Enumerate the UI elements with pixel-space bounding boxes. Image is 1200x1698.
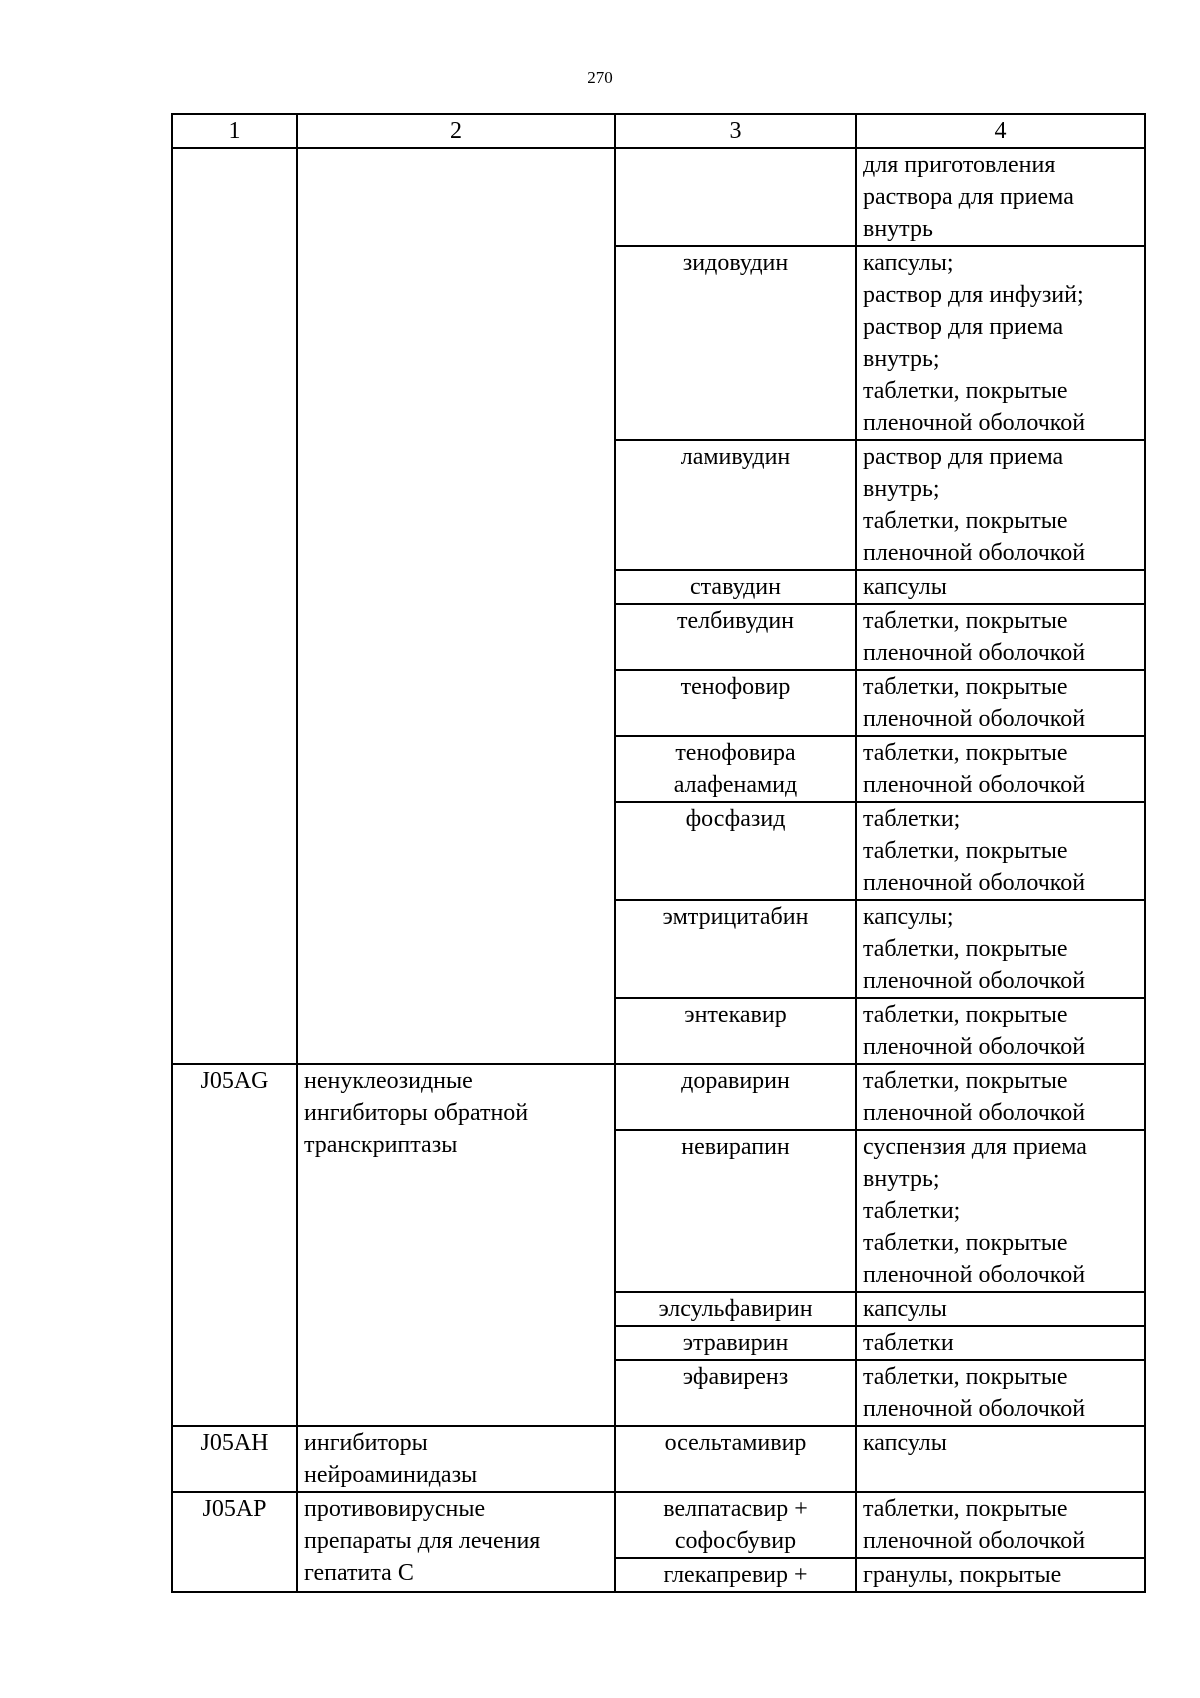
text-line: эмтрицитабин <box>662 904 809 930</box>
atc-code-cell <box>172 148 297 1064</box>
drug-name-cell <box>615 148 856 246</box>
drug-name-cell <box>615 900 856 998</box>
text-line: элсульфавирин <box>658 1296 813 1322</box>
text-line: таблетки, покрытые <box>863 1002 1068 1028</box>
text-line: ставудин <box>690 574 781 600</box>
table-row <box>172 1426 1145 1492</box>
text-line: пленочной оболочкой <box>863 1262 1086 1288</box>
text-line: таблетки, покрытые <box>863 1230 1068 1256</box>
text-line: телбивудин <box>676 608 795 634</box>
dosage-form-cell <box>856 1492 1145 1558</box>
text-line: таблетки, покрытые <box>863 378 1068 404</box>
column-header-4: 4 <box>856 114 1145 148</box>
drug-name-cell <box>615 1558 856 1592</box>
dosage-form-cell <box>856 1426 1145 1492</box>
text-line: транскриптазы <box>304 1132 458 1158</box>
text-line: капсулы <box>863 1296 947 1322</box>
dosage-form-cell <box>856 246 1145 440</box>
drug-name-cell <box>615 1492 856 1558</box>
text-line: ингибиторы обратной <box>304 1100 529 1126</box>
text-line: раствор для инфузий; <box>863 282 1084 308</box>
dosage-form-cell <box>856 570 1145 604</box>
dosage-form-cell <box>856 1064 1145 1130</box>
atc-code-cell: J05AP <box>172 1492 297 1592</box>
text-line: внутрь; <box>863 476 940 502</box>
drug-name-cell <box>615 802 856 900</box>
text-line: ненуклеозидные <box>304 1068 473 1094</box>
dosage-form-cell <box>856 1292 1145 1326</box>
text-line: противовирусные <box>304 1496 486 1522</box>
text-line: ингибиторы <box>304 1430 428 1456</box>
text-line: внутрь <box>863 216 933 242</box>
text-line: внутрь; <box>863 1166 940 1192</box>
column-header-1: 1 <box>172 114 297 148</box>
text-line: пленочной оболочкой <box>863 1396 1086 1422</box>
dosage-form-cell <box>856 670 1145 736</box>
text-line: этравирин <box>682 1330 789 1356</box>
drug-name-cell <box>615 1426 856 1492</box>
text-line: осельтамивир <box>664 1430 807 1456</box>
text-line: капсулы; <box>863 904 954 930</box>
drug-name-cell <box>615 1292 856 1326</box>
text-line: капсулы <box>863 1430 947 1456</box>
text-line: невирапин <box>681 1134 790 1160</box>
text-line: капсулы; <box>863 250 954 276</box>
text-line: таблетки; <box>863 1198 961 1224</box>
table-row <box>172 1492 1145 1558</box>
text-line: раствора для приема <box>863 184 1074 210</box>
text-line: пленочной оболочкой <box>863 706 1086 732</box>
text-line: гепатита С <box>304 1560 414 1586</box>
text-line: глекапревир + <box>663 1562 808 1588</box>
text-line: велпатасвир + <box>663 1496 808 1522</box>
text-line: пленочной оболочкой <box>863 1528 1086 1554</box>
drug-name-cell <box>615 246 856 440</box>
text-line: тенофовира <box>675 740 796 766</box>
drug-name-cell <box>615 736 856 802</box>
atc-code-cell: J05AH <box>172 1426 297 1492</box>
group-name-cell <box>297 1064 615 1426</box>
text-line: капсулы <box>863 574 947 600</box>
text-line: ламивудин <box>680 444 791 470</box>
group-name-cell <box>297 148 615 1064</box>
text-line: таблетки, покрытые <box>863 608 1068 634</box>
text-line: таблетки, покрытые <box>863 740 1068 766</box>
text-line: гранулы, покрытые <box>863 1562 1062 1588</box>
table-header-row <box>172 114 1145 148</box>
dosage-form-cell <box>856 1326 1145 1360</box>
text-line: раствор для приема <box>863 444 1064 470</box>
text-line: тенофовир <box>680 674 791 700</box>
text-line: таблетки, покрытые <box>863 508 1068 534</box>
group-name-cell <box>297 1492 615 1592</box>
atc-code-cell: J05AG <box>172 1064 297 1426</box>
text-line: софосбувир <box>674 1528 797 1554</box>
drug-table <box>171 113 1146 1593</box>
dosage-form-cell <box>856 1130 1145 1292</box>
text-line: раствор для приема <box>863 314 1064 340</box>
text-line: нейроаминидазы <box>304 1462 478 1488</box>
text-line: энтекавир <box>684 1002 787 1028</box>
dosage-form-cell <box>856 148 1145 246</box>
drug-name-cell <box>615 440 856 570</box>
drug-name-cell <box>615 1130 856 1292</box>
text-line: препараты для лечения <box>304 1528 541 1554</box>
column-header-2: 2 <box>297 114 615 148</box>
drug-name-cell <box>615 1360 856 1426</box>
dosage-form-cell <box>856 1360 1145 1426</box>
table-body <box>172 148 1145 1592</box>
group-name-cell <box>297 1426 615 1492</box>
text-line: пленочной оболочкой <box>863 870 1086 896</box>
text-line: фосфазид <box>685 806 786 832</box>
dosage-form-cell <box>856 604 1145 670</box>
text-line: таблетки; <box>863 806 961 832</box>
column-header-3: 3 <box>615 114 856 148</box>
text-line: доравирин <box>681 1068 790 1094</box>
text-line: пленочной оболочкой <box>863 410 1086 436</box>
text-line: пленочной оболочкой <box>863 1100 1086 1126</box>
text-line: алафенамид <box>673 772 798 798</box>
text-line: пленочной оболочкой <box>863 640 1086 666</box>
drug-name-cell <box>615 604 856 670</box>
dosage-form-cell <box>856 998 1145 1064</box>
text-line: таблетки, покрытые <box>863 1364 1068 1390</box>
drug-name-cell <box>615 998 856 1064</box>
text-line: таблетки, покрытые <box>863 838 1068 864</box>
dosage-form-cell <box>856 440 1145 570</box>
drug-name-cell <box>615 570 856 604</box>
dosage-form-cell <box>856 736 1145 802</box>
text-line: внутрь; <box>863 346 940 372</box>
text-line: пленочной оболочкой <box>863 540 1086 566</box>
text-line: пленочной оболочкой <box>863 772 1086 798</box>
dosage-form-cell <box>856 802 1145 900</box>
text-line: зидовудин <box>682 250 789 276</box>
text-line: для приготовления <box>863 152 1056 178</box>
text-line: таблетки, покрытые <box>863 674 1068 700</box>
drug-name-cell <box>615 1064 856 1130</box>
table-row <box>172 1064 1145 1130</box>
text-line: эфавиренз <box>682 1364 789 1390</box>
text-line: пленочной оболочкой <box>863 968 1086 994</box>
text-line: таблетки, покрытые <box>863 1496 1068 1522</box>
dosage-form-cell <box>856 1558 1145 1592</box>
text-line: суспензия для приема <box>863 1134 1087 1160</box>
dosage-form-cell <box>856 900 1145 998</box>
text-line: пленочной оболочкой <box>863 1034 1086 1060</box>
text-line: таблетки, покрытые <box>863 936 1068 962</box>
text-line: таблетки, покрытые <box>863 1068 1068 1094</box>
drug-name-cell <box>615 1326 856 1360</box>
drug-name-cell <box>615 670 856 736</box>
table-row <box>172 148 1145 246</box>
text-line: таблетки <box>863 1330 954 1356</box>
page-number: 270 <box>587 68 613 87</box>
